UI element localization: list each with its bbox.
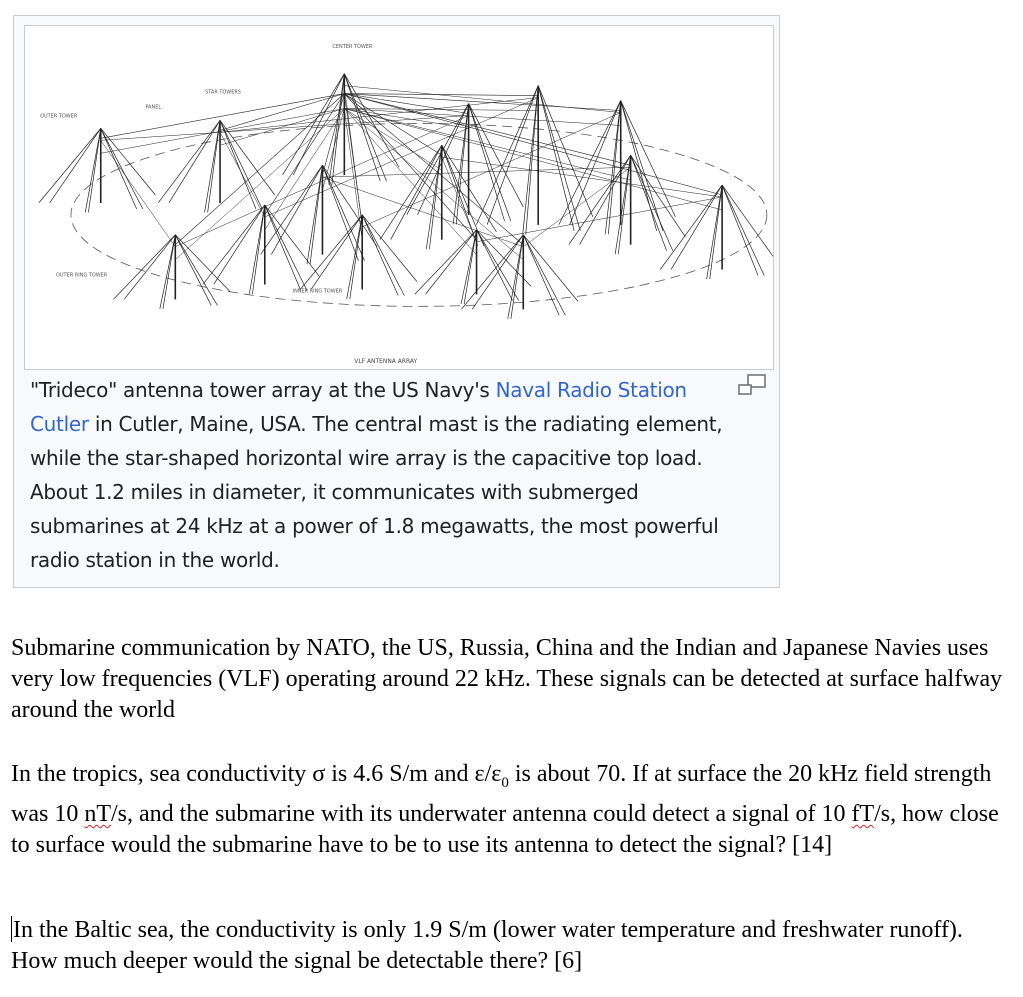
wire-line — [265, 205, 320, 277]
wire-line — [559, 101, 621, 225]
wire-line — [101, 128, 143, 209]
antenna-array-drawing — [25, 26, 773, 369]
wire-line — [631, 155, 686, 237]
label-panel: PANEL — [145, 104, 162, 111]
wire-line — [271, 165, 322, 254]
wire-line — [621, 101, 663, 231]
wire-line — [344, 109, 722, 210]
antenna-array-diagram[interactable] — [24, 25, 774, 370]
wire-line — [477, 230, 513, 301]
wire-line — [344, 94, 630, 166]
wire-line — [50, 128, 101, 202]
wire-line — [425, 230, 476, 294]
wire-line — [344, 109, 630, 181]
label-outer-tower: OUTER TOWER — [40, 113, 78, 120]
wire-line — [205, 120, 220, 212]
wire-line — [160, 235, 175, 309]
epsilon-subscript: 0 — [501, 774, 509, 791]
wire-line — [307, 165, 322, 264]
wire-line — [523, 235, 578, 302]
wire-line — [329, 74, 344, 185]
wire-line — [311, 215, 362, 289]
wire-line — [175, 109, 344, 260]
label-vlf-array: VLF ANTENNA ARRAY — [354, 358, 418, 366]
caption-text-2: in Cutler, Maine, USA. The central mast is the radiating element, while the star-shaped horizontal wire array is the capacitive top load. About 1.2 miles in diameter, it communicates with submerged submarines at 24 kHz at a power of 1.8 megawatts, the most powerful radio station in the world. — [30, 412, 723, 572]
wire-line — [175, 94, 344, 245]
paragraph-baltic-question — [11, 915, 1011, 977]
wire-line — [344, 109, 620, 126]
text-run: is about 70. If at surface the 20 kHz field strength was 10 — [11, 761, 992, 827]
spellcheck-word-nt[interactable]: nT — [84, 800, 111, 827]
wire-line — [476, 86, 538, 225]
label-star-towers: STAR TOWERS — [205, 89, 241, 96]
wire-line — [722, 185, 764, 276]
wire-line — [220, 132, 265, 217]
wire-line — [523, 235, 565, 316]
wire-line — [322, 94, 344, 176]
label-inner-ring-tower: INNER RING TOWER — [292, 288, 343, 295]
wire-line — [508, 235, 523, 319]
wire-line — [322, 167, 630, 177]
wire-line — [362, 215, 398, 296]
wire-line — [175, 235, 211, 306]
wire-line — [523, 235, 559, 316]
wire-line — [344, 94, 620, 111]
figure-thumbnail — [13, 15, 780, 588]
wire-line — [214, 205, 265, 284]
naval-radio-station-cutler-link[interactable]: Naval Radio Station Cutler — [30, 378, 687, 436]
label-outer-ring-tower: OUTER RING TOWER — [56, 272, 108, 279]
wire-line — [85, 128, 100, 212]
wire-line — [442, 157, 477, 242]
text-run: In the tropics, sea conductivity σ is 4.6 S/m and ε/ε — [11, 761, 502, 787]
wire-line — [101, 94, 345, 139]
wire-line — [722, 185, 758, 276]
wire-line — [362, 215, 404, 296]
wire-line — [101, 140, 176, 246]
paragraph-intro: Submarine communication by NATO, the US, Russia, China and the Indian and Japanese Navies uses very low frequencies (VLF) operating around 22 kHz. These signals can be detected at surface halfway around the world — [11, 635, 1003, 723]
text-cursor — [11, 916, 12, 942]
paragraph-tropics-question — [11, 759, 1011, 861]
wire-line — [249, 205, 264, 294]
wire-line — [631, 155, 673, 251]
wire-line — [220, 109, 344, 146]
wire-line — [461, 230, 476, 304]
wire-line — [220, 120, 256, 209]
wire-line — [124, 235, 175, 299]
wire-line — [344, 86, 620, 113]
wire-line — [456, 104, 468, 225]
wire-line — [101, 128, 137, 209]
text-run: /s, how close to surface would the submarine have to be to use its antenna to detect the signal? [14] — [11, 800, 999, 858]
caption-text-1: "Trideco" antenna tower array at the US Navy's — [30, 378, 496, 402]
wire-line — [175, 235, 217, 306]
wire-line — [101, 115, 469, 140]
wire-line — [265, 205, 301, 291]
wire-line — [344, 74, 386, 181]
text-run: /s, and the submarine with its underwater antenna could detect a signal of 10 — [111, 800, 852, 827]
magnify-icon[interactable] — [736, 373, 768, 399]
figure-caption — [30, 373, 730, 577]
spellcheck-word-ft[interactable]: fT — [851, 800, 875, 827]
wire-line — [347, 215, 362, 299]
wire-line — [631, 155, 667, 251]
label-center-tower: CENTER TOWER — [332, 43, 373, 50]
text-run: In the Baltic sea, the conductivity is only 1.9 S/m (lower water temperature and freshwater runoff). How much deeper would the signal be detectable there? [6] — [11, 917, 963, 974]
